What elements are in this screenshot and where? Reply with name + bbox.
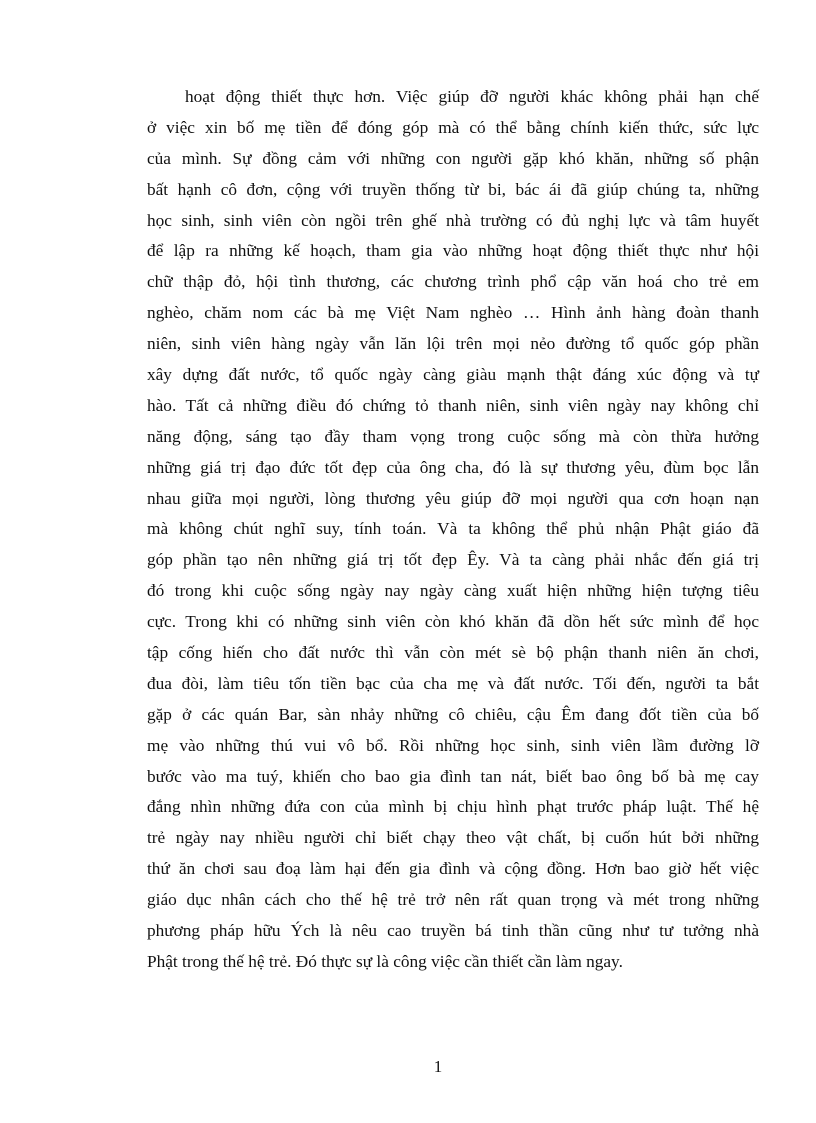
text-line: đó trong khi cuộc sống ngày nay ngày càng xuất hiện những hiện tượng tiêu [147,581,759,601]
body-paragraph [147,82,759,978]
text-line: để lập ra những kế hoạch, tham gia vào những hoạt động thiết thực như hội [147,241,759,261]
page-number: 1 [433,1057,443,1076]
text-line: cực. Trong khi có những sinh viên còn khó khăn đã dồn hết sức mình để học [147,612,759,632]
text-line: góp phần tạo nên những giá trị tốt đẹp Êy. Và ta càng phải nhắc đến giá trị [147,550,759,570]
text-line: mà không chút nghĩ suy, tính toán. Và ta không thể phủ nhận Phật giáo đã [147,519,759,539]
text-line: thứ ăn chơi sau đoạ làm hại đến gia đình và cộng đồng. Hơn bao giờ hết việc [147,859,759,879]
text-line: phương pháp hữu Ých là nêu cao truyền bá tinh thần cũng như tư tưởng nhà [147,921,759,941]
text-line: những giá trị đạo đức tốt đẹp của ông cha, đó là sự thương yêu, đùm bọc lẫn [147,457,759,477]
text-line: ở việc xin bố mẹ tiền để đóng góp mà có thể bằng chính kiến thức, sức lực [147,117,759,137]
text-line: Phật trong thế hệ trẻ. Đó thực sự là công việc cần thiết cần làm ngay. [147,951,623,971]
text-line: trẻ ngày nay nhiều người chỉ biết chạy theo vật chất, bị cuốn hút bởi những [147,828,759,848]
text-line: bước vào ma tuý, khiến cho bao gia đình tan nát, biết bao ông bố bà mẹ cay [147,766,759,786]
text-line: bất hạnh cô đơn, cộng với truyền thống từ bi, bác ái đã giúp chúng ta, những [147,179,759,199]
text-line: đua đòi, làm tiêu tốn tiền bạc của cha mẹ và đất nước. Tối đến, người ta bắt [147,673,759,693]
text-line: tập cống hiến cho đất nước thì vẫn còn mét sè bộ phận thanh niên ăn chơi, [147,643,759,663]
text-line: giáo dục nhân cách cho thế hệ trẻ trở nên rất quan trọng và mét trong những [147,890,759,910]
text-line: hào. Tất cả những điều đó chứng tỏ thanh niên, sinh viên ngày nay không chỉ [147,395,759,415]
text-line: nhau giữa mọi người, lòng thương yêu giúp đỡ mọi người qua cơn hoạn nạn [147,488,759,508]
text-line: đắng nhìn những đứa con của mình bị chịu hình phạt trước pháp luật. Thế hệ [147,797,759,817]
text-line: gặp ở các quán Bar, sàn nhảy những cô chiêu, cậu Êm đang đốt tiền của bố [147,704,759,724]
text-line: năng động, sáng tạo đầy tham vọng trong cuộc sống mà còn thừa hưởng [147,426,759,446]
text-line: xây dựng đất nước, tổ quốc ngày càng giàu mạnh thật đáng xúc động và tự [147,365,759,385]
text-line: học sinh, sinh viên còn ngồi trên ghế nhà trường có đủ nghị lực và tâm huyết [147,210,759,230]
text-line: nghèo, chăm nom các bà mẹ Việt Nam nghèo … Hình ảnh hàng đoàn thanh [147,303,759,323]
text-line: mẹ vào những thú vui vô bổ. Rồi những học sinh, sinh viên lầm đường lỡ [147,735,759,755]
text-line: chữ thập đỏ, hội tình thương, các chương trình phổ cập văn hoá cho trẻ em [147,272,759,292]
text-line: hoạt động thiết thực hơn. Việc giúp đỡ người khác không phải hạn chế [185,87,759,106]
text-line: của mình. Sự đồng cảm với những con người gặp khó khăn, những số phận [147,148,759,168]
text-line: niên, sinh viên hàng ngày vẫn lăn lội trên mọi nẻo đường tổ quốc góp phần [147,334,759,354]
